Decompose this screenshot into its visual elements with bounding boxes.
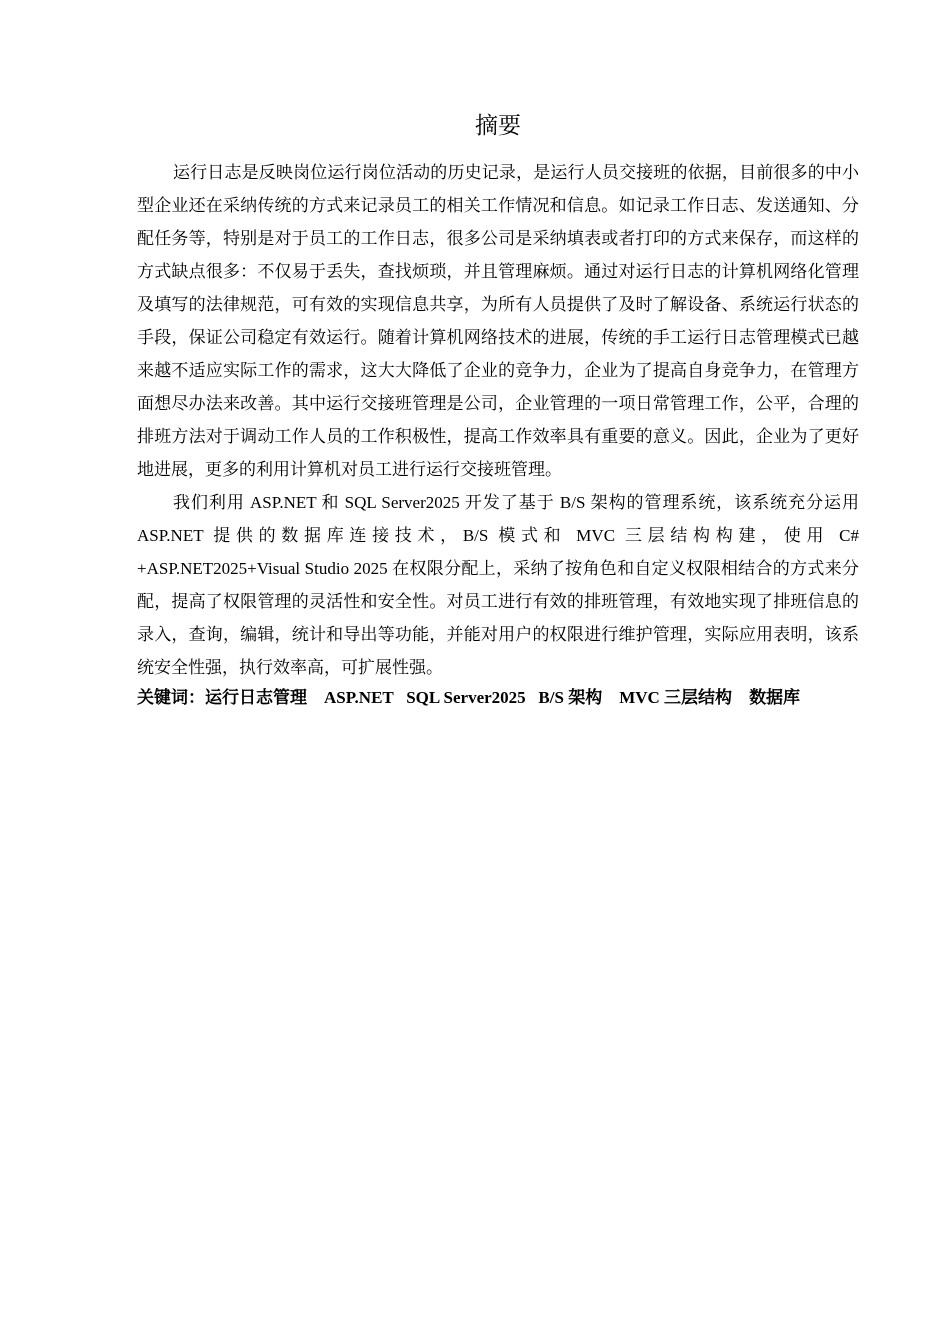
- abstract-title: 摘要: [475, 113, 521, 139]
- keyword-item: MVC 三层结构: [619, 688, 733, 707]
- keyword-item: ASP.NET: [324, 688, 394, 707]
- abstract-paragraph-2: 我们利用 ASP.NET 和 SQL Server2025 开发了基于 B/S 架构的管理系统，该系统充分运用 ASP.NET 提供的数据库连接技术，B/S 模式和 MVC 三层结构构建，使用 C# +ASP.NET2025+Visual Studio 2025 在权限分配上，采纳了按角色和自定义权限相结合的方式来分配，提高了权限管理的灵活性和安全性。对员工进行有效的排班管理，有效地实现了排班信息的录入，查询，编辑，统计和导出等功能，并能对用户的权限进行维护管理，实际应用表明，该系统安全性强，执行效率高，可扩展性强。: [137, 493, 859, 677]
- keywords-label: 关键词：: [137, 688, 205, 707]
- keywords-line: [137, 686, 859, 709]
- keyword-item: 数据库: [749, 688, 801, 707]
- keyword-item: B/S 架构: [538, 688, 603, 707]
- abstract-body: [137, 156, 859, 709]
- keyword-item: 运行日志管理: [205, 688, 307, 707]
- keyword-item: SQL Server2025: [406, 688, 526, 707]
- abstract-paragraph-1: 运行日志是反映岗位运行岗位活动的历史记录，是运行人员交接班的依据，目前很多的中小型企业还在采纳传统的方式来记录员工的相关工作情况和信息。如记录工作日志、发送通知、分配任务等，特别是对于员工的工作日志，很多公司是采纳填表或者打印的方式来保存，而这样的方式缺点很多：不仅易于丢失，查找烦琐，并且管理麻烦。通过对运行日志的计算机网络化管理及填写的法律规范，可有效的实现信息共享，为所有人员提供了及时了解设备、系统运行状态的手段，保证公司稳定有效运行。随着计算机网络技术的进展，传统的手工运行日志管理模式已越来越不适应实际工作的需求，这大大降低了企业的竞争力，企业为了提高自身竞争力，在管理方面想尽办法来改善。其中运行交接班管理是公司，企业管理的一项日常管理工作，公平，合理的排班方法对于调动工作人员的工作积极性，提高工作效率具有重要的意义。因此，企业为了更好地进展，更多的利用计算机对员工进行运行交接班管理。: [137, 163, 859, 479]
